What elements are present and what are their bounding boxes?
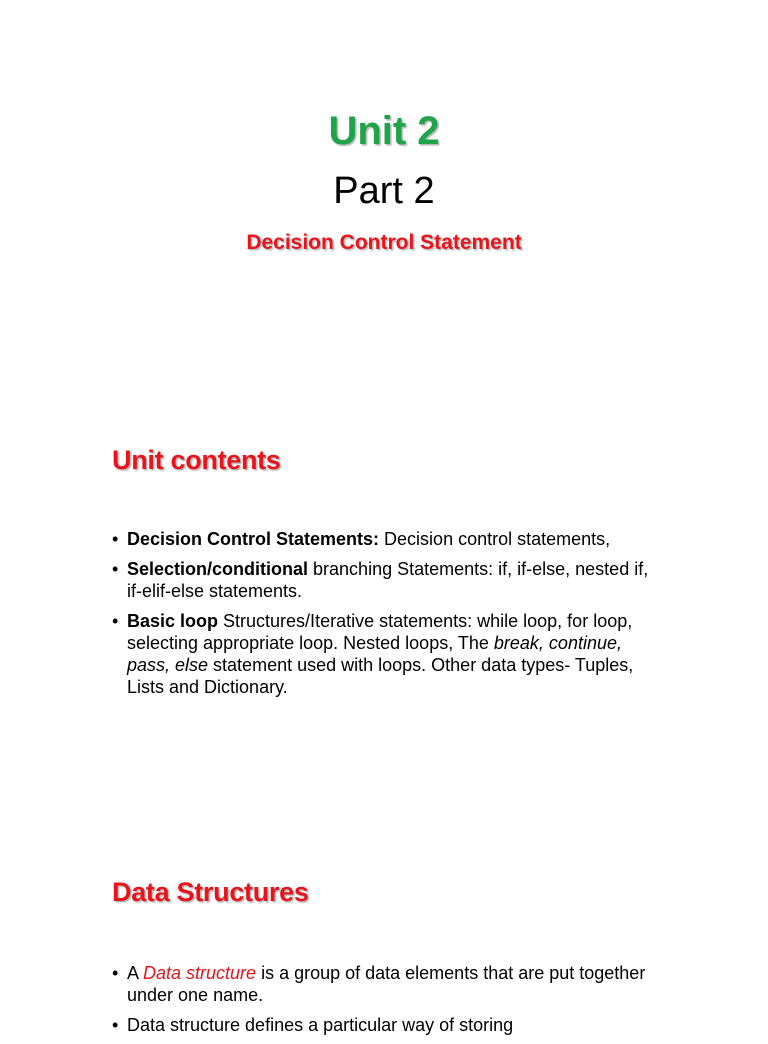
unit-contents-slide [0,380,768,800]
list-item [112,528,652,550]
bullet-icon: • [112,1015,119,1035]
list-item [112,610,652,698]
unit-title: Unit 2 [328,109,440,153]
bullet-icon: • [112,559,119,579]
bullet-italic-text: break, continue, pass, else [127,633,622,675]
bullet-icon: • [112,611,119,631]
data-structures-heading: Data Structures [112,877,309,907]
title-slide [0,0,768,380]
bullet-text-after: statement used with loops. Other data types- Tuples, Lists and Dictionary. [127,655,634,697]
bullet-bold-text: Basic loop [127,611,219,631]
bullet-text-after: is a group of data elements that are put together under one name. [127,963,646,1005]
bullet-text: Data structure defines a particular way of storing [127,1015,514,1035]
bullet-text: Decision control statements, [379,529,611,549]
bullet-text: Structures/Iterative statements: while loop, for loop, selecting appropriate loop. Nested loops, The [127,611,633,653]
slide-subtitle: Decision Control Statement [246,231,522,254]
part-title: Part 2 [333,170,435,212]
bullet-bold-text: Decision Control Statements: [127,529,380,549]
list-item [112,1014,652,1036]
list-item [112,558,652,602]
bullet-icon: • [112,963,119,983]
data-structures-slide [0,800,768,1035]
bullet-bold-text: Selection/conditional [127,559,309,579]
data-structures-list [112,962,652,1044]
bullet-text: branching Statements: if, if-else, nested if, if-elif-else statements. [127,559,649,601]
bullet-icon: • [112,529,119,549]
bullet-highlight-text: Data structure [143,963,257,983]
unit-contents-heading: Unit contents [112,445,281,475]
unit-contents-list [112,528,652,706]
bullet-text-before: A [127,963,144,983]
list-item [112,962,652,1006]
